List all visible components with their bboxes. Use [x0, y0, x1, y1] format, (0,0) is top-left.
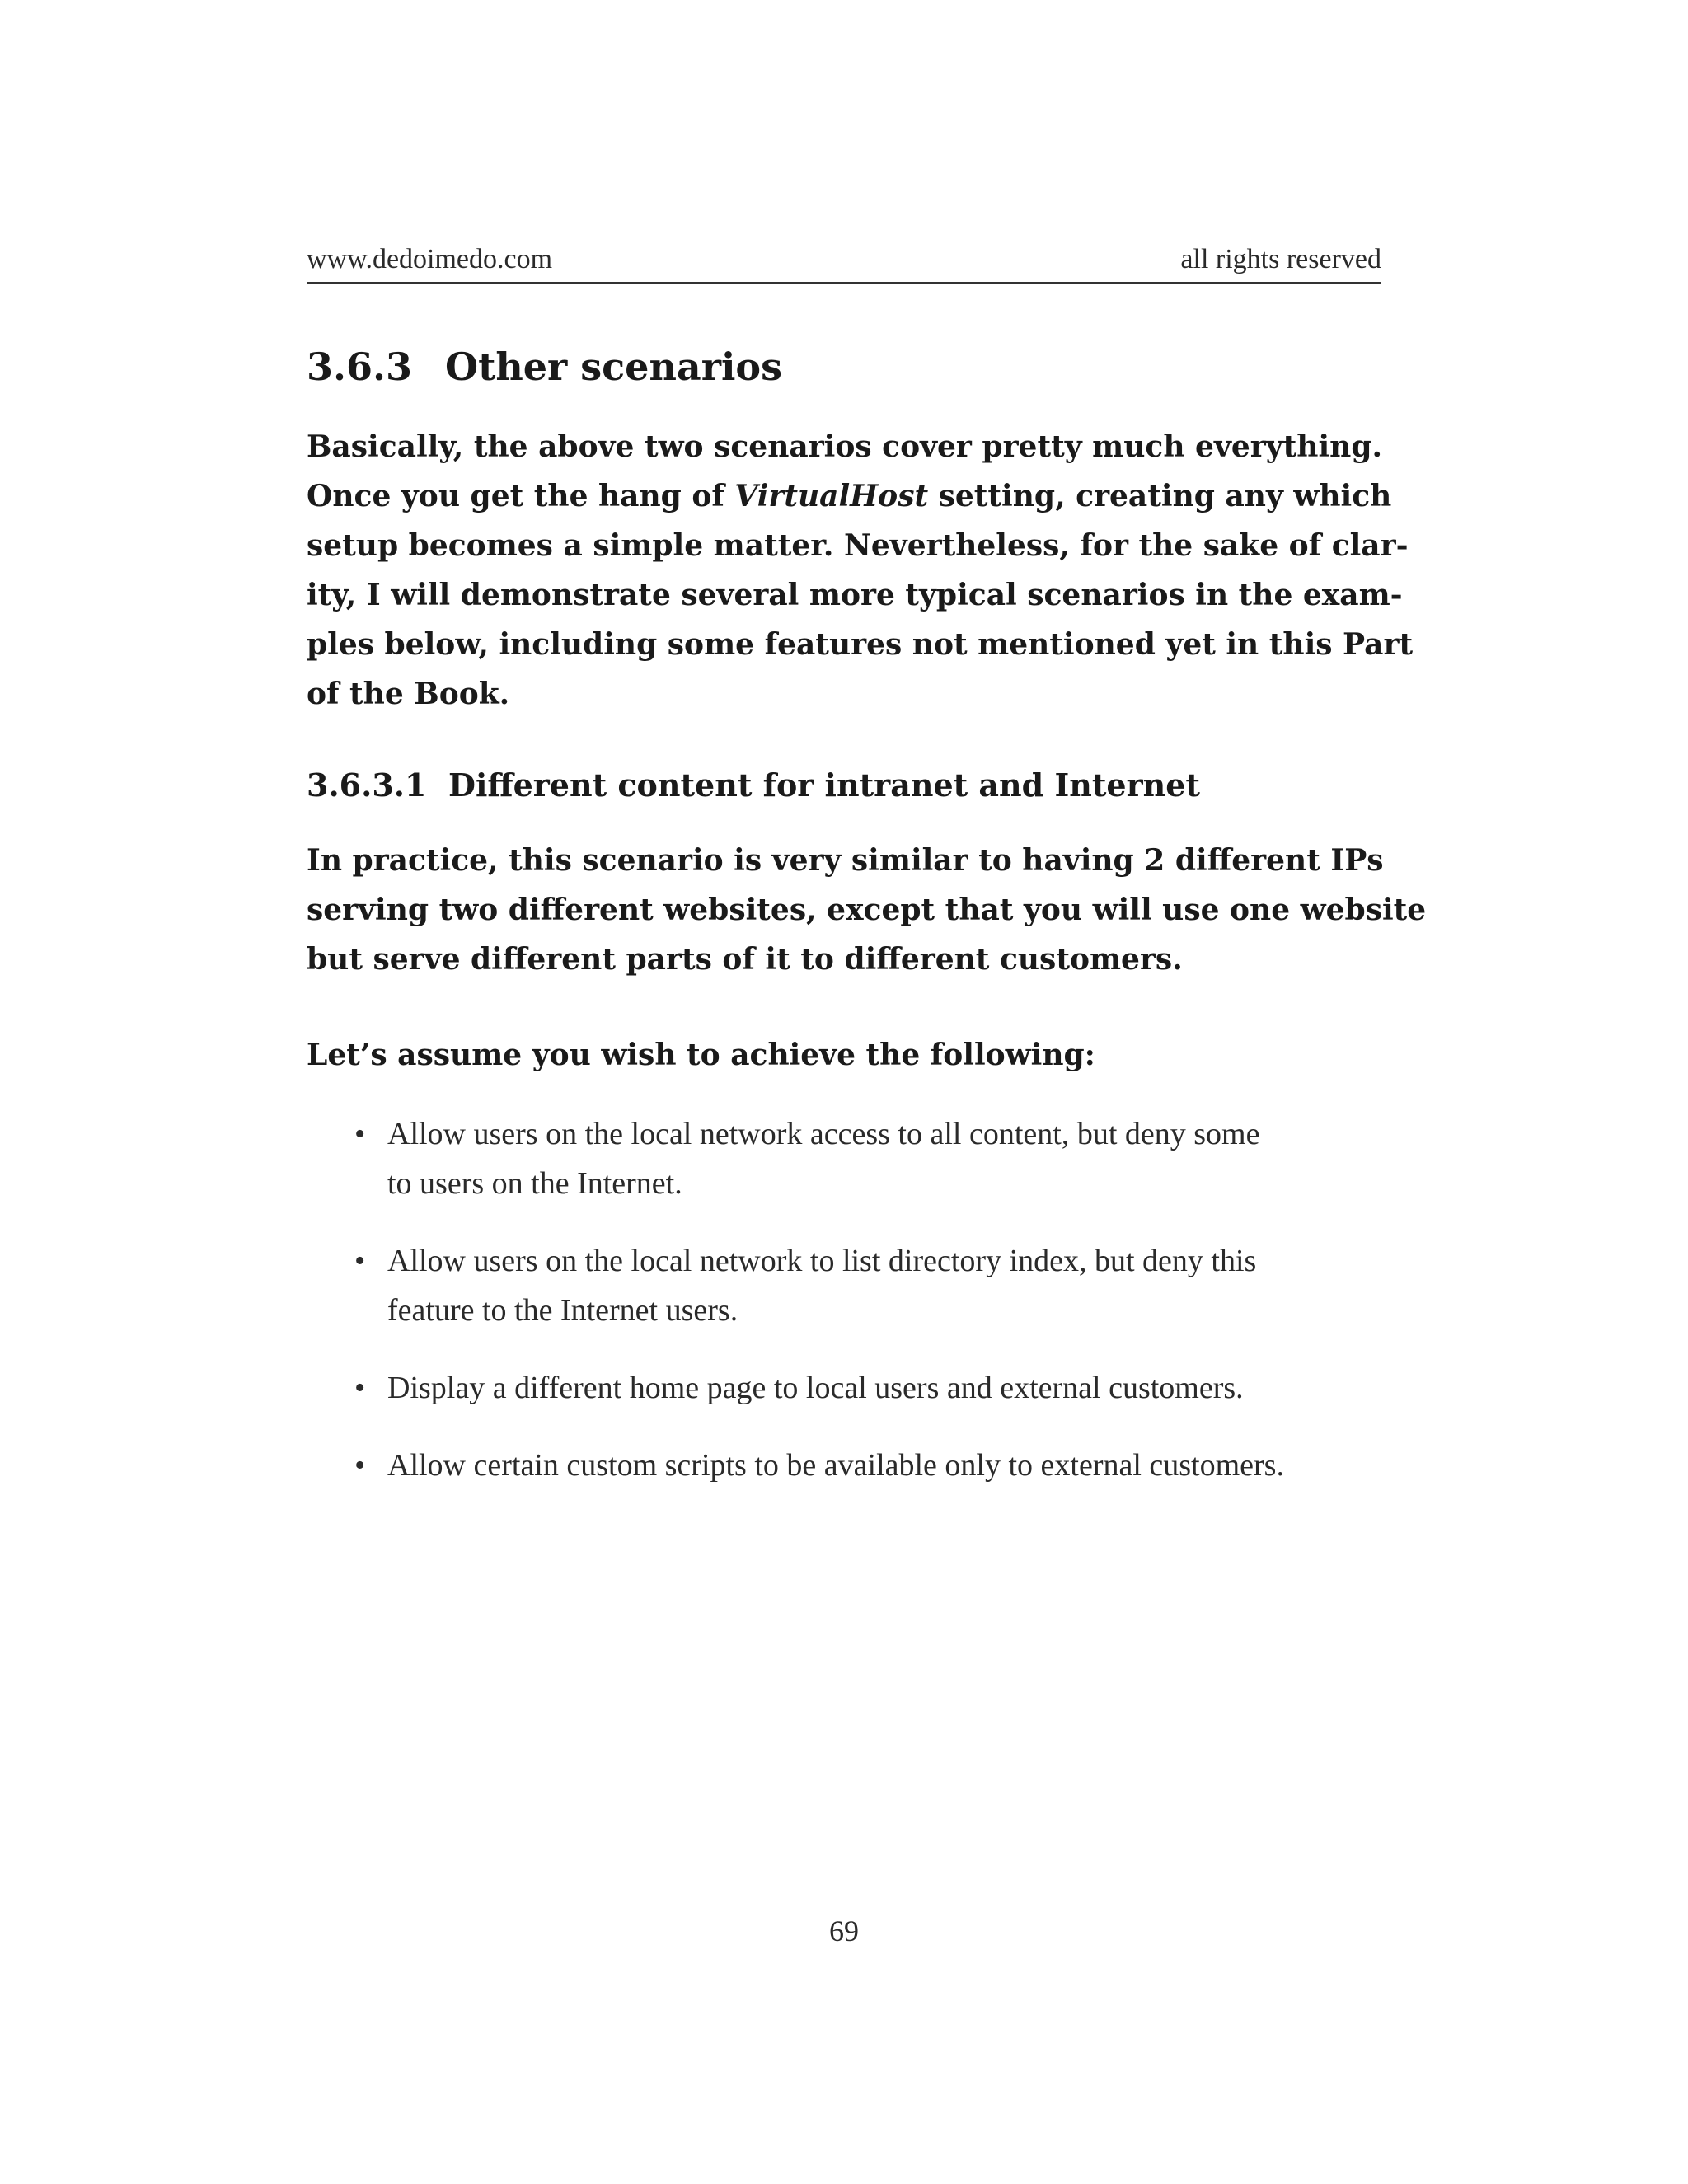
page-number: 69 — [829, 1915, 859, 1947]
list-item — [307, 1236, 1381, 1335]
list-item — [307, 1109, 1381, 1208]
subsection-title: Different content for intranet and Internet — [448, 766, 1200, 804]
list-item-line: Display a different home page to local users and external customers. — [387, 1371, 1244, 1405]
paragraph-line: but serve different parts of it to different customers. — [307, 942, 1183, 977]
list-item-line: Allow users on the local network to list directory index, but deny this — [387, 1244, 1257, 1278]
subsection-heading — [307, 766, 1200, 804]
paragraph-line: setup becomes a simple matter. Nevertheless, for the sake of clar- — [307, 528, 1409, 563]
bullet-icon: • — [354, 1117, 366, 1151]
paragraph-line: Basically, the above two scenarios cover pretty much everything. — [307, 429, 1383, 464]
header-website: www.dedoimedo.com — [307, 244, 553, 274]
text-run: setting, creating any which — [928, 479, 1392, 513]
list-item-line: feature to the Internet users. — [387, 1293, 738, 1328]
subsection-number: 3.6.3.1 — [307, 766, 427, 804]
paragraph-line: serving two different websites, except that you will use one website — [307, 893, 1427, 927]
paragraph-line — [307, 471, 1392, 521]
list-item-line: Allow users on the local network access to all content, but deny some — [387, 1117, 1260, 1151]
virtualhost-term: VirtualHost — [734, 479, 929, 513]
intro-paragraph — [307, 422, 1414, 719]
bullet-icon: • — [354, 1371, 366, 1405]
list-item-line: Allow certain custom scripts to be available only to external customers. — [387, 1448, 1284, 1483]
paragraph-line: In practice, this scenario is very similar to having 2 different IPs — [307, 843, 1384, 878]
scenario-paragraph — [307, 836, 1427, 984]
paragraph-line: ity, I will demonstrate several more typical scenarios in the exam- — [307, 578, 1403, 612]
list-item-line: to users on the Internet. — [387, 1166, 682, 1201]
paragraph-line: ples below, including some features not mentioned yet in this Part — [307, 627, 1414, 662]
list-item — [307, 1363, 1381, 1413]
assumption-paragraph — [307, 1030, 1381, 1080]
section-number: 3.6.3 — [307, 344, 413, 389]
paragraph-line: Let’s assume you wish to achieve the following: — [307, 1038, 1095, 1072]
text-run: Once you get the hang of — [307, 479, 735, 513]
section-title: Other scenarios — [445, 344, 782, 389]
bullet-icon: • — [354, 1244, 366, 1278]
list-item — [307, 1441, 1381, 1490]
header-rights: all rights reserved — [1180, 244, 1381, 274]
running-header — [307, 241, 1381, 284]
paragraph-line: of the Book. — [307, 677, 510, 711]
bullet-icon: • — [354, 1448, 366, 1483]
section-heading — [307, 344, 782, 389]
requirements-list — [307, 1109, 1381, 1518]
